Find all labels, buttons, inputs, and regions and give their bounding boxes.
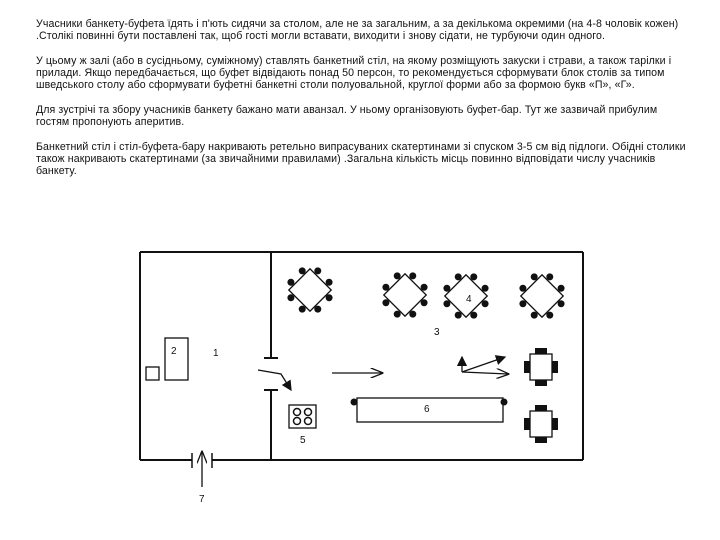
label-bar: 2 bbox=[171, 346, 177, 357]
doorway-arrow bbox=[258, 370, 291, 390]
label-foyer: 1 bbox=[213, 348, 219, 359]
outer-walls bbox=[140, 252, 583, 460]
paragraph-4: Банкетний стіл і стіл-буфета-бару накривають ретельно випрасуваних скатертинами зі спуском 3-5 см від підлоги. Обідні столики також накривають скатертинами (за звичайними правилами) .Загальна кількість місць повинно відповідати числу учасників банкету. bbox=[36, 141, 686, 177]
inner-wall bbox=[264, 252, 278, 460]
small-table-1 bbox=[524, 348, 558, 386]
small-table-2 bbox=[524, 405, 558, 443]
fork-arrow-right bbox=[462, 372, 508, 374]
guest-table-1 bbox=[278, 258, 342, 322]
bar-counter bbox=[165, 338, 188, 380]
fork-arrow-mid bbox=[462, 357, 505, 372]
label-entrance: 7 bbox=[199, 494, 205, 505]
stove bbox=[289, 405, 316, 428]
label-guest-table: 4 bbox=[466, 294, 472, 305]
paragraph-1: Учасники банкету-буфета їдять і п'ють сидячи за столом, але не за загальним, а за декількома окремими (на 4-8 чоловік кожен) .Столікі повинні бути поставлені так, щоб гості могли вставати, виходити і знову сідати, не турбуючи один одного. bbox=[36, 18, 679, 42]
label-hall: 3 bbox=[434, 327, 440, 338]
label-banquet-table: 6 bbox=[424, 404, 430, 415]
label-stove: 5 bbox=[300, 435, 306, 446]
bar-cabinet bbox=[146, 367, 159, 380]
guest-table-4 bbox=[510, 264, 574, 328]
paragraph-2: У цьому ж залі (або в сусідньому, суміжному) ставлять банкетний стіл, на якому розміщують закуски і страви, а також тарілки і прилади. Якщо передбачається, що буфет відвідають понад 50 персон, то рекомендується сформувати блок столів за типом шведського столу або сформувати буфетні банкетні столи полуовальной, круглої форми або за формою букв «П», «Г». bbox=[36, 55, 672, 91]
guest-table-2 bbox=[373, 263, 437, 327]
paragraph-3: Для зустрічі та збору учасників банкету бажано мати аванзал. У ньому організовують буфет-бар. Тут же зазвичай прибулим гостям пропонують аперитив. bbox=[36, 104, 658, 128]
